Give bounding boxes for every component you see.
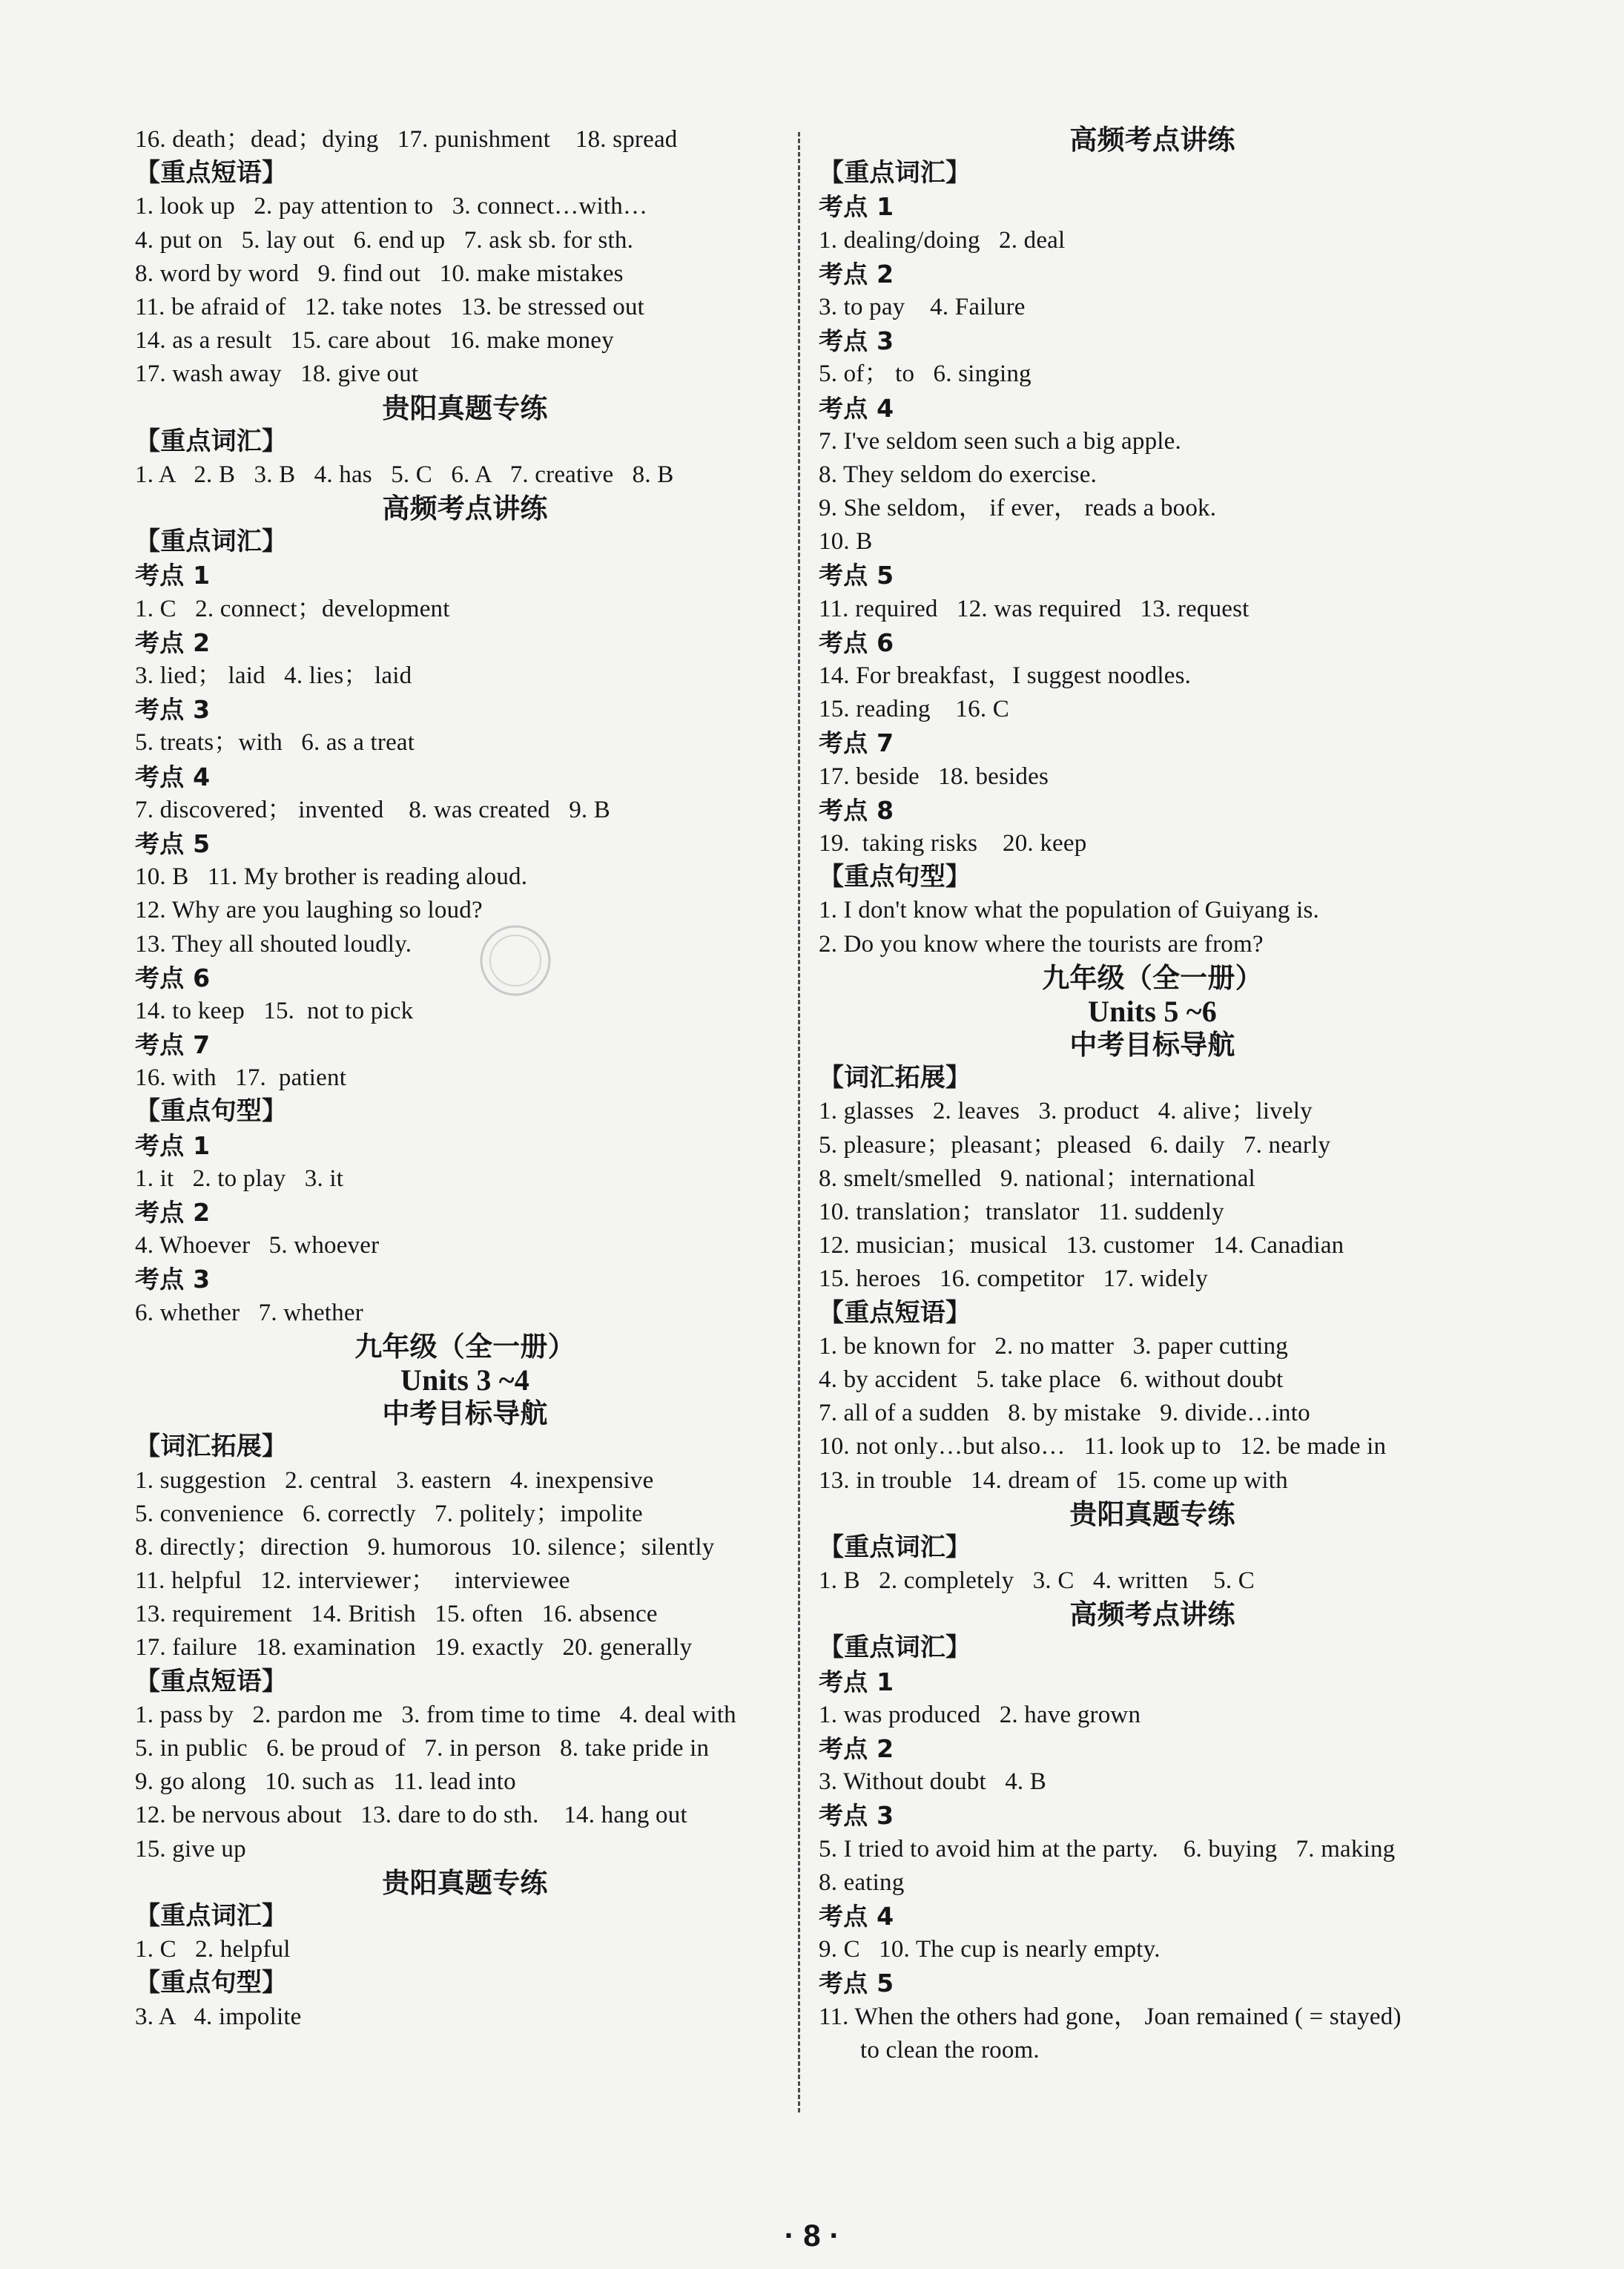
left-kd-line: 考点 6	[135, 963, 211, 992]
left-text-line: 11. be afraid of 12. take notes 13. be stressed out	[135, 293, 645, 320]
left-sec-line: 【重点句型】	[135, 1968, 288, 1998]
right-text-line: 7. I've seldom seen such a big apple.	[819, 427, 1181, 455]
right-text-line: 2. Do you know where the tourists are from?	[819, 930, 1264, 958]
right-sec-line: 【重点句型】	[819, 862, 971, 892]
watermark-stamp-icon	[475, 920, 556, 1001]
left-text-line: 3. lied； laid 4. lies； laid	[135, 662, 412, 689]
right-text-line: 9. C 10. The cup is nearly empty.	[819, 1936, 1161, 1963]
left-text-line: 8. directly；direction 9. humorous 10. silence；silently	[135, 1533, 715, 1561]
left-center-line: 中考目标导航	[382, 1397, 548, 1430]
left-sec-line: 【重点词汇】	[135, 527, 288, 557]
left-kd-line: 考点 3	[135, 1265, 211, 1294]
right-text-line: 8. They seldom do exercise.	[819, 461, 1097, 488]
right-kd-line: 考点 2	[819, 1734, 894, 1763]
right-text-line: 8. eating	[819, 1868, 905, 1896]
right-text-line: 10. translation；translator 11. suddenly	[819, 1199, 1224, 1225]
right-text-line: 1. dealing/doing 2. deal	[819, 226, 1066, 254]
right-cont-line: to clean the room.	[860, 2036, 1040, 2064]
right-sec-line: 【词汇拓展】	[819, 1063, 971, 1093]
right-text-line: 12. musician；musical 13. customer 14. Canadian	[819, 1232, 1344, 1259]
right-text-line: 9. She seldom， if ever， reads a book.	[819, 495, 1217, 522]
left-text-line: 17. wash away 18. give out	[135, 360, 419, 388]
left-text-line: 17. failure 18. examination 19. exactly 20. generally	[135, 1634, 693, 1662]
left-text-line: 1. C 2. connect；development	[135, 595, 450, 622]
right-kd-line: 考点 8	[819, 795, 894, 825]
right-text-line: 8. smelt/smelled 9. national；international	[819, 1165, 1255, 1192]
left-text-line: 16. with 17. patient	[135, 1064, 347, 1092]
right-text-line: 13. in trouble 14. dream of 15. come up with	[819, 1466, 1288, 1494]
right-center-line: 贵阳真题专练	[1069, 1498, 1235, 1530]
right-center-line: 中考目标导航	[1069, 1029, 1235, 1061]
right-text-line: 1. I don't know what the population of Guiyang is.	[819, 897, 1319, 924]
right-text-line: 15. reading 16. C	[819, 696, 1009, 723]
right-text-line: 11. required 12. was required 13. request	[819, 595, 1250, 622]
left-kd-line: 考点 3	[135, 695, 211, 725]
left-text-line: 12. be nervous about 13. dare to do sth. 14. hang out	[135, 1802, 687, 1829]
left-text-line: 1. C 2. helpful	[135, 1936, 291, 1963]
right-kd-line: 考点 1	[819, 1667, 894, 1696]
left-kd-line: 考点 2	[135, 1198, 211, 1227]
left-sec-line: 【重点短语】	[135, 158, 288, 188]
left-sec-line: 【重点短语】	[135, 1666, 288, 1696]
left-text-line: 13. They all shouted loudly.	[135, 930, 412, 958]
right-sec-line: 【重点词汇】	[819, 1532, 971, 1562]
right-sec-line: 【重点词汇】	[819, 158, 971, 188]
right-kd-line: 考点 4	[819, 1901, 894, 1931]
right-text-line: 11. When the others had gone， Joan remained ( = stayed)	[819, 2003, 1402, 2030]
right-text-line: 1. glasses 2. leaves 3. product 4. alive；lively	[819, 1098, 1313, 1125]
right-text-line: 5. of； to 6. singing	[819, 360, 1031, 388]
left-text-line: 1. it 2. to play 3. it	[135, 1165, 344, 1192]
column-divider	[798, 132, 800, 2112]
right-text-line: 15. heroes 16. competitor 17. widely	[819, 1265, 1208, 1293]
right-text-line: 10. B	[819, 528, 873, 556]
right-text-line: 1. was produced 2. have grown	[819, 1701, 1141, 1728]
right-text-line: 1. be known for 2. no matter 3. paper cutting	[819, 1332, 1288, 1360]
left-text-line: 1. look up 2. pay attention to 3. connect…with…	[135, 193, 648, 220]
left-text-line: 9. go along 10. such as 11. lead into	[135, 1768, 516, 1796]
left-text-line: 12. Why are you laughing so loud?	[135, 897, 483, 924]
right-kd-line: 考点 3	[819, 1801, 894, 1831]
left-kd-line: 考点 2	[135, 628, 211, 657]
left-text-line: 14. as a result 15. care about 16. make money	[135, 327, 614, 355]
left-text-line: 3. A 4. impolite	[135, 2003, 302, 2030]
left-text-line: 5. treats；with 6. as a treat	[135, 729, 415, 757]
right-kd-line: 考点 6	[819, 628, 894, 657]
page-number: · 8 ·	[784, 2218, 840, 2253]
left-center-line: 九年级（全一册）	[354, 1330, 575, 1363]
left-text-line: 1. suggestion 2. central 3. eastern 4. inexpensive	[135, 1466, 654, 1494]
right-units-line: Units 5 ~6	[1088, 994, 1217, 1028]
right-text-line: 17. beside 18. besides	[819, 763, 1049, 790]
left-kd-line: 考点 4	[135, 762, 211, 791]
left-kd-line: 考点 5	[135, 829, 211, 858]
right-text-line: 5. pleasure；pleasant；pleased 6. daily 7. nearly	[819, 1131, 1331, 1159]
left-kd-line: 考点 7	[135, 1030, 211, 1060]
left-text-line: 15. give up	[135, 1835, 246, 1863]
right-text-line: 10. not only…but also… 11. look up to 12. be made in	[819, 1433, 1387, 1460]
right-text-line: 3. to pay 4. Failure	[819, 293, 1026, 320]
right-kd-line: 考点 1	[819, 192, 894, 222]
right-text-line: 5. I tried to avoid him at the party. 6. buying 7. making	[819, 1835, 1396, 1863]
right-kd-line: 考点 5	[819, 1969, 894, 1998]
right-text-line: 19. taking risks 20. keep	[819, 829, 1087, 857]
right-sec-line: 【重点词汇】	[819, 1633, 971, 1663]
left-text-line: 6. whether 7. whether	[135, 1299, 363, 1326]
right-kd-line: 考点 4	[819, 393, 894, 423]
right-kd-line: 考点 3	[819, 326, 894, 356]
left-sec-line: 【重点词汇】	[135, 1900, 288, 1931]
right-center-line: 九年级（全一册）	[1042, 961, 1263, 994]
left-sec-line: 【重点句型】	[135, 1096, 288, 1127]
left-text-line: 1. A 2. B 3. B 4. has 5. C 6. A 7. creative 8. B	[135, 461, 674, 488]
left-kd-line: 考点 1	[135, 1130, 211, 1160]
right-kd-line: 考点 5	[819, 561, 894, 590]
left-text-line: 14. to keep 15. not to pick	[135, 997, 414, 1024]
right-kd-line: 考点 2	[819, 259, 894, 289]
left-sec-line: 【词汇拓展】	[135, 1432, 288, 1462]
left-text-line: 11. helpful 12. interviewer； interviewee	[135, 1567, 570, 1595]
right-column	[819, 123, 1486, 2067]
right-text-line: 14. For breakfast，I suggest noodles.	[819, 662, 1192, 689]
right-sec-line: 【重点短语】	[819, 1297, 971, 1328]
left-center-line: 贵阳真题专练	[382, 1866, 548, 1899]
left-text-line: 4. Whoever 5. whoever	[135, 1232, 380, 1259]
left-text-line: 5. in public 6. be proud of 7. in person 8. take pride in	[135, 1735, 710, 1762]
right-text-line: 4. by accident 5. take place 6. without doubt	[819, 1366, 1284, 1393]
left-text-line: 7. discovered； invented 8. was created 9. B	[135, 796, 610, 823]
right-text-line: 7. all of a sudden 8. by mistake 9. divide…into	[819, 1400, 1310, 1427]
left-text-line: 10. B 11. My brother is reading aloud.	[135, 863, 528, 891]
left-text-line: 1. pass by 2. pardon me 3. from time to time 4. deal with	[135, 1701, 736, 1728]
left-kd-line: 考点 1	[135, 561, 211, 590]
left-center-line: 贵阳真题专练	[382, 392, 548, 424]
left-center-line: 高频考点讲练	[382, 493, 548, 525]
left-sec-line: 【重点词汇】	[135, 426, 288, 456]
right-center-line: 高频考点讲练	[1069, 1598, 1235, 1631]
left-text-line: 16. death；dead；dying 17. punishment 18. spread	[135, 126, 678, 153]
left-text-line: 4. put on 5. lay out 6. end up 7. ask sb. for sth.	[135, 226, 634, 254]
right-text-line: 1. B 2. completely 3. C 4. written 5. C	[819, 1567, 1255, 1595]
right-center-line: 高频考点讲练	[1069, 124, 1235, 156]
right-text-line: 3. Without doubt 4. B	[819, 1768, 1047, 1796]
left-column	[135, 123, 795, 2034]
left-units-line: Units 3 ~4	[400, 1363, 529, 1397]
left-text-line: 5. convenience 6. correctly 7. politely；impolite	[135, 1500, 643, 1527]
left-text-line: 8. word by word 9. find out 10. make mistakes	[135, 260, 624, 287]
left-text-line: 13. requirement 14. British 15. often 16. absence	[135, 1601, 658, 1628]
right-kd-line: 考点 7	[819, 728, 894, 758]
